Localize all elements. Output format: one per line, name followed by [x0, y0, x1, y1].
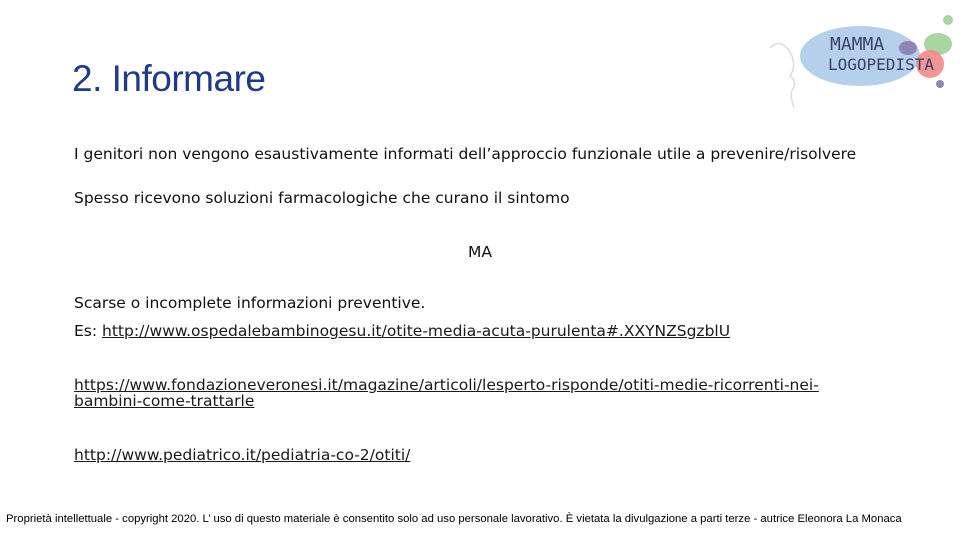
example-line	[74, 323, 894, 339]
small-green-dot	[943, 15, 953, 25]
paragraph-pharmacological: Spesso ricevono soluzioni farmacologiche che curano il sintomo	[74, 189, 570, 207]
link-line-3	[74, 447, 894, 463]
link-fondazione-veronesi[interactable]: https://www.fondazioneveronesi.it/magazine/articoli/lesperto-risponde/otiti-medie-ricorrenti-nei-bambini-come-trattarle	[74, 376, 819, 410]
mamma-logopedista-logo	[762, 8, 958, 118]
link-pediatrico[interactable]: http://www.pediatrico.it/pediatria-co-2/otiti/	[74, 446, 411, 464]
page-title: 2. Informare	[72, 58, 266, 99]
copyright-footer: Proprietà intellettuale - copyright 2020. L’ uso di questo materiale è consentito solo ad uso personale lavorativo. È vietata la divulgazione a parti terze - autrice Eleonora La Monaca	[6, 513, 902, 525]
link-line-2	[74, 377, 884, 409]
face-profile-outline	[770, 44, 795, 109]
purple-blob	[899, 41, 917, 55]
link-ospedale-bambino-gesu[interactable]: http://www.ospedalebambinogesu.it/otite-media-acuta-purulenta#.XXYNZSgzblU	[102, 322, 731, 340]
logo-line2: LOGOPEDISTA	[828, 55, 934, 74]
paragraph-parents-informed: I genitori non vengono esaustivamente informati dell’approccio funzionale utile a prevenire/risolvere	[74, 145, 857, 163]
paragraph-scarce-info: Scarse o incomplete informazioni preventive.	[74, 294, 426, 312]
small-purple-dot	[936, 80, 944, 88]
example-prefix: Es:	[74, 322, 103, 340]
logo-line1: MAMMA	[830, 34, 885, 55]
ma-separator: MA	[468, 243, 492, 261]
